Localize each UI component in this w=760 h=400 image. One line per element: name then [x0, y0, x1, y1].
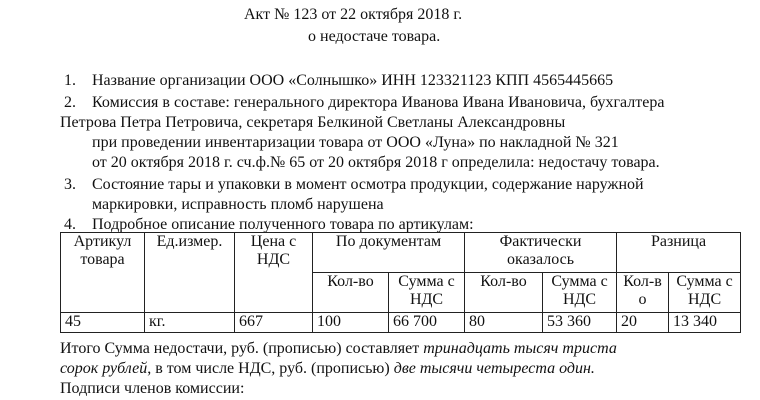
header-price: Цена с НДС	[235, 233, 313, 313]
cell-doc-sum: 66 700	[389, 313, 465, 333]
total-label: Итого Сумма недостачи, руб. (прописью) составляет	[60, 340, 420, 357]
vat-label: , в том числе НДС, руб. (прописью)	[147, 360, 390, 377]
vat-amount-words: две тысячи четыреста один.	[393, 360, 595, 377]
document-subtitle: о недостаче товара.	[308, 28, 441, 45]
cell-fact-qty: 80	[465, 313, 543, 333]
subheader-qty: Кол-во	[465, 273, 543, 313]
item-number: 3.	[64, 176, 76, 193]
commission-line-2: Петрова Петра Петровича, секретаря Белкиной Светланы Александровны	[60, 114, 566, 131]
subheader-qty: Кол-во	[617, 273, 669, 313]
goods-description-heading: Подробное описание полученного товара по артикулам:	[92, 216, 474, 233]
header-unit: Ед.измер.	[145, 233, 235, 313]
subheader-sum: Сумма с НДС	[669, 273, 741, 313]
header-difference: Разница	[617, 233, 741, 273]
table-row	[61, 313, 741, 333]
cell-diff-sum: 13 340	[669, 313, 741, 333]
item-number: 4.	[64, 216, 76, 233]
header-by-documents: По документам	[313, 233, 465, 273]
commission-line-1: Комиссия в составе: генерального директора Иванова Ивана Ивановича, бухгалтера	[92, 94, 665, 111]
table-header-row	[61, 233, 741, 273]
subheader-sum: Сумма с НДС	[543, 273, 617, 313]
goods-table	[60, 232, 741, 333]
item-number: 2.	[64, 94, 76, 111]
total-line	[60, 340, 617, 358]
cell-price: 667	[235, 313, 313, 333]
cell-diff-qty: 20	[617, 313, 669, 333]
total-amount-words: тринадцать тысяч триста	[423, 340, 617, 357]
cell-fact-sum: 53 360	[543, 313, 617, 333]
header-actual: Фактически оказалось	[465, 233, 617, 273]
cell-article: 45	[61, 313, 145, 333]
signatures-label: Подписи членов комиссии:	[60, 380, 245, 397]
commission-line-4: от 20 октября 2018 г. сч.ф.№ 65 от 20 октября 2018 г определила: недостачу товара.	[92, 154, 660, 171]
header-article: Артикул товара	[61, 233, 145, 313]
total-amount-words-cont: сорок рублей	[60, 360, 148, 377]
subheader-sum: Сумма с НДС	[389, 273, 465, 313]
cell-doc-qty: 100	[313, 313, 389, 333]
item-number: 1.	[64, 72, 76, 89]
packaging-line-1: Состояние тары и упаковки в момент осмотра продукции, содержание наружной	[92, 176, 644, 193]
cell-unit: кг.	[145, 313, 235, 333]
packaging-line-2: маркировки, исправность пломб нарушена	[92, 196, 384, 213]
commission-line-3: при проведении инвентаризации товара от ООО «Луна» по накладной № 321	[92, 134, 619, 151]
vat-line	[60, 360, 595, 378]
organization-line: Название организации ООО «Солнышко» ИНН 123321123 КПП 4565445665	[92, 72, 614, 89]
document-title: Акт № 123 от 22 октября 2018 г.	[244, 6, 463, 23]
subheader-qty: Кол-во	[313, 273, 389, 313]
